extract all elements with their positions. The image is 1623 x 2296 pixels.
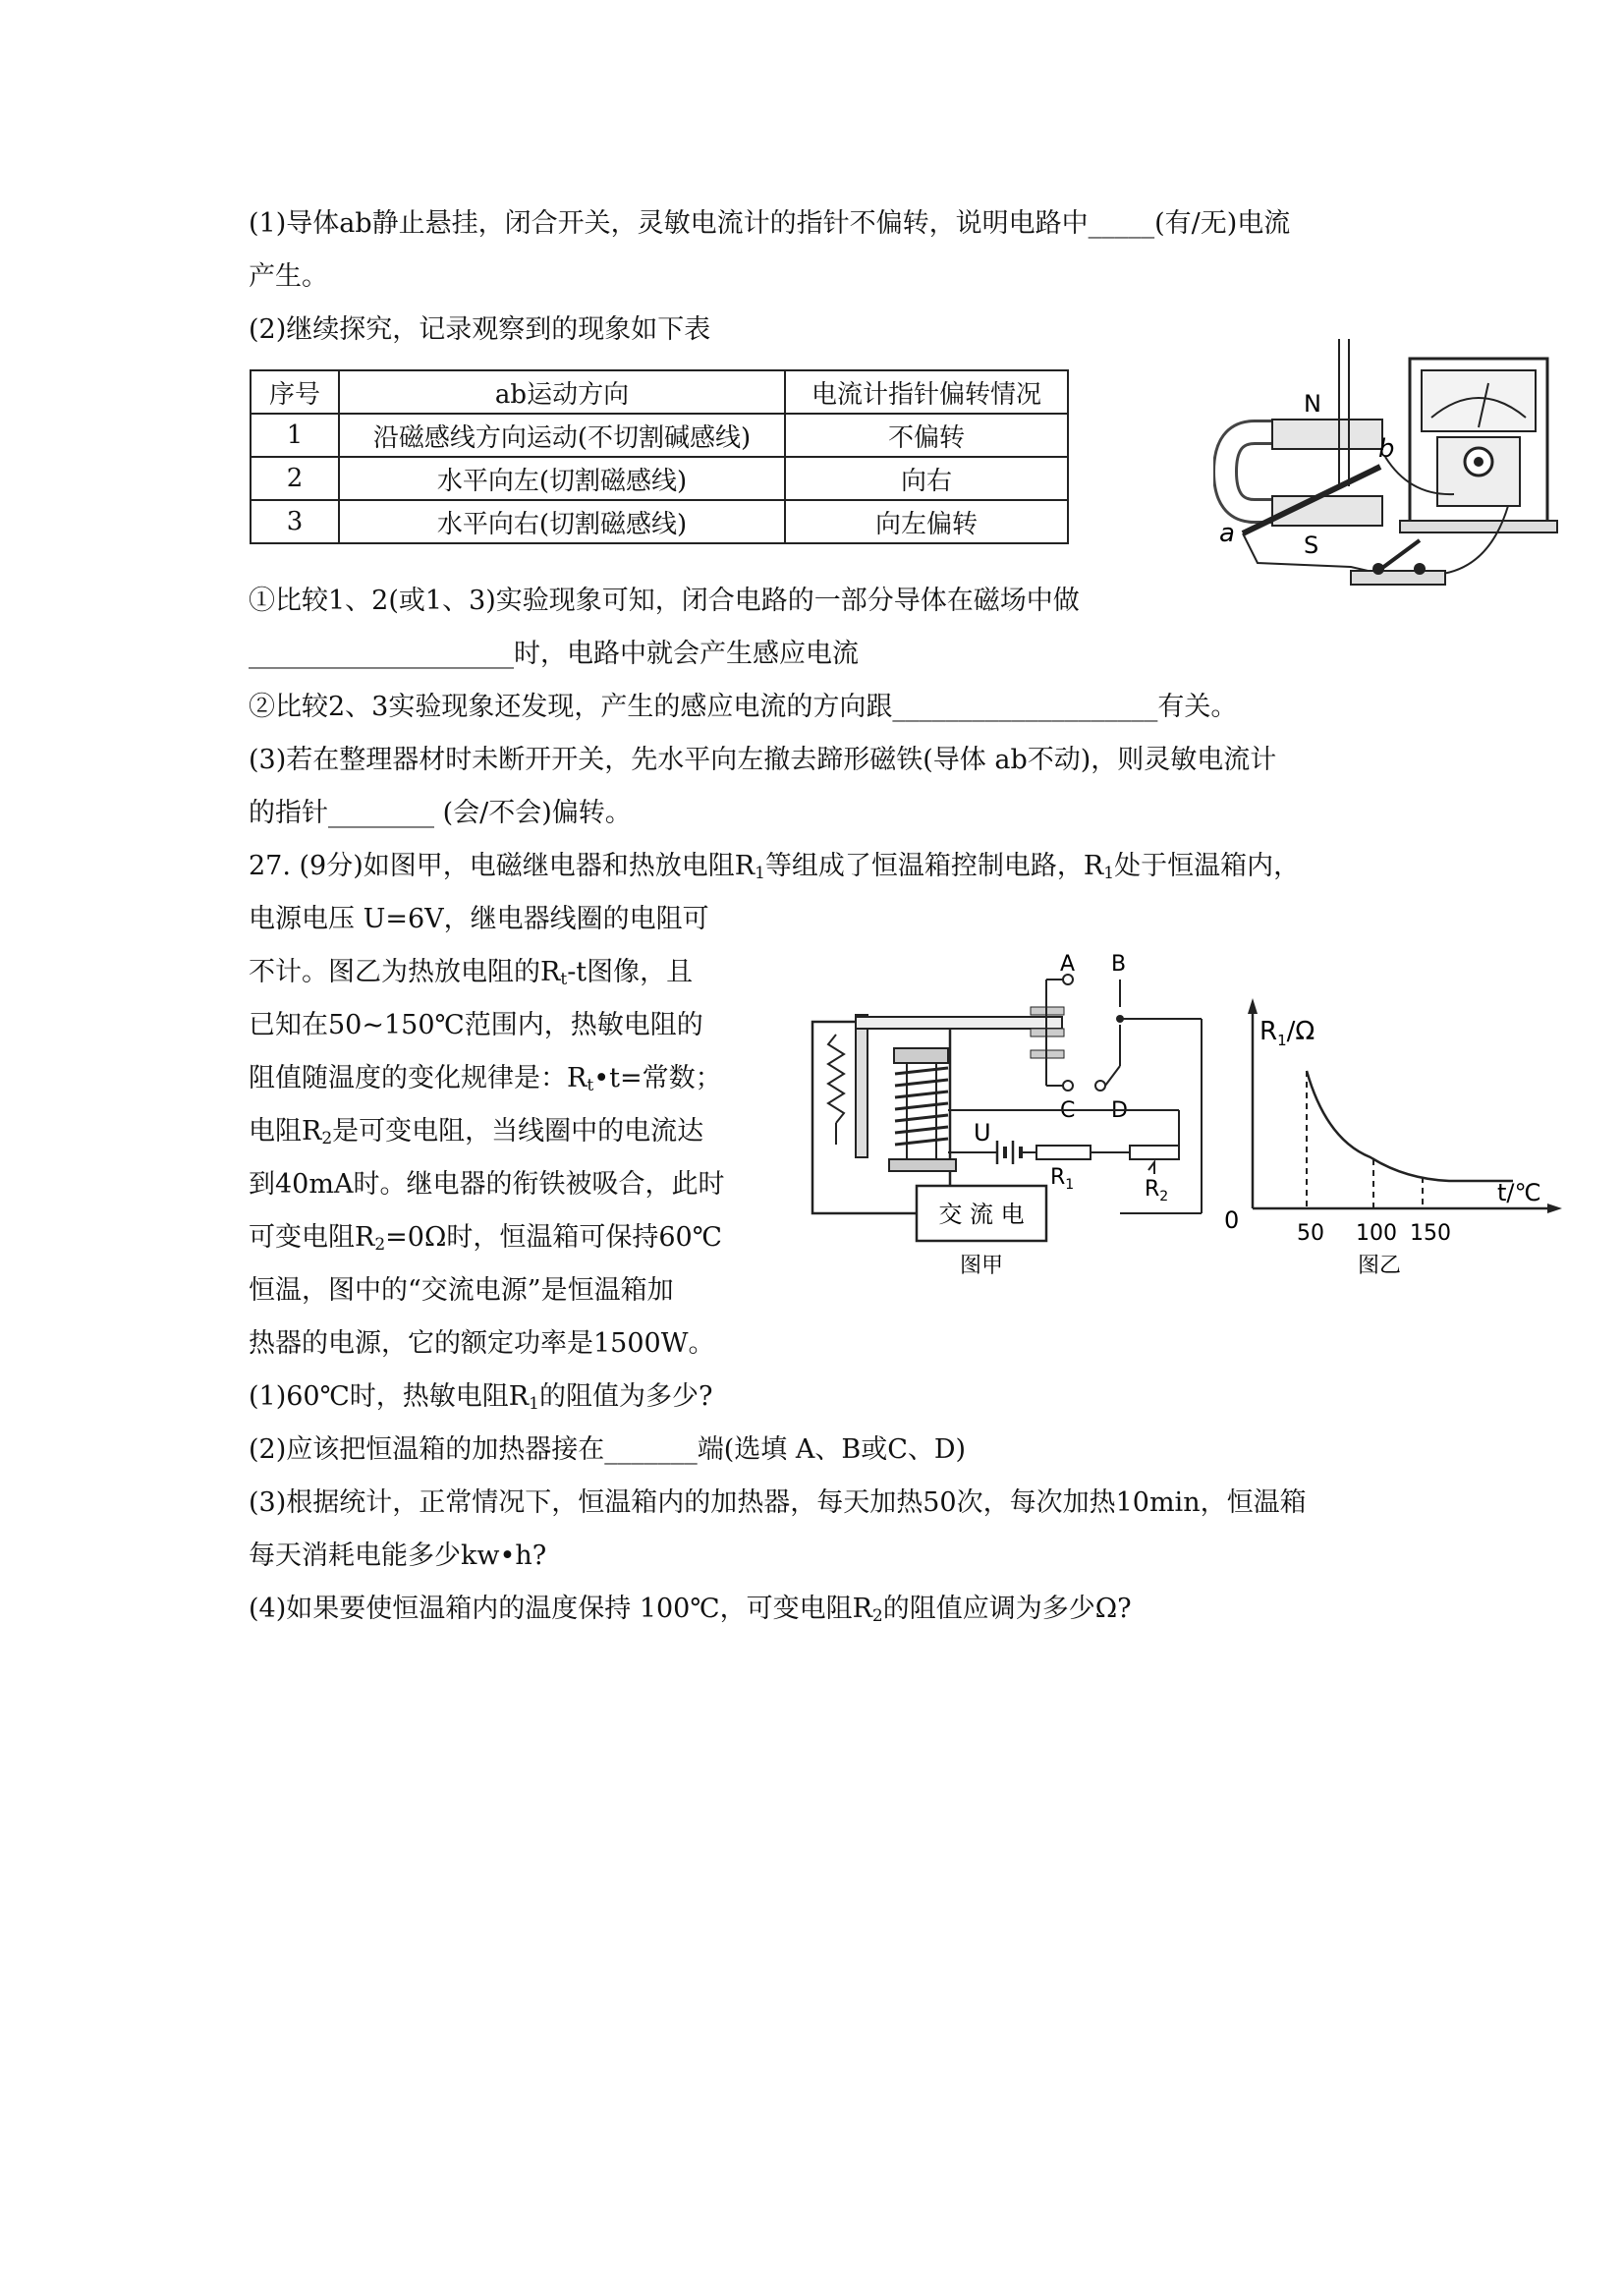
observation-table [250,369,1069,544]
contact-b-label: B [1111,952,1127,977]
r1-label: $R_1$ [1050,1165,1075,1193]
table-cell: 向右 [785,457,1068,500]
table-cell: 水平向右(切割磁感线) [339,500,785,543]
table-header-row [251,370,1068,414]
table-row [251,457,1068,500]
q26-conclusion2: ②比较2、3实验现象还发现，产生的感应电流的方向跟____________________有关。 [249,692,1238,722]
figure-yi-caption: 图乙 [1358,1254,1402,1278]
q26-part2: (2)继续探究，记录观察到的现象如下表 [249,314,711,345]
pole-n-label: N [1304,390,1321,418]
q26-part1-line2: 产生。 [249,261,328,292]
q27-sub3-line1: (3)根据统计，正常情况下，恒温箱内的加热器，每天加热50次，每次加热10min，恒温箱 [249,1487,1307,1518]
q27-line6: 电阻$R_2$是可变电阻，当线圈中的电流达 [249,1116,704,1148]
q26-part3-line2: 的指针________ (会/不会)偏转。 [249,798,632,828]
q27-sub3-line2: 每天消耗电能多少kw•h? [249,1540,547,1571]
induction-apparatus-figure [1213,339,1577,604]
q27-sub1: (1)60℃时，热敏电阻$R_1$的阻值为多少? [249,1381,713,1414]
origin-label: 0 [1224,1206,1240,1234]
q27-line2: 电源电压 U=6V，继电器线圈的电阻可 [249,904,709,934]
contact-a-label: A [1060,952,1076,977]
q27-line8: 可变电阻$R_2=0\Omega$时，恒温箱可保持60℃ [249,1222,722,1255]
table-header-cell: ab运动方向 [339,370,785,414]
ac-source-label: 交 流 电 [938,1201,1025,1228]
table-cell: 3 [251,500,339,543]
resistance-temperature-graph [1208,992,1562,1287]
q27-sub2: (2)应该把恒温箱的加热器接在_______端(选填 A、B或C、D) [249,1434,967,1465]
q26-part1-line1: (1)导体ab静止悬挂，闭合开关，灵敏电流计的指针不偏转，说明电路中_____(有/无)电流 [249,208,1291,239]
q26-conclusion1-line1: ①比较1、2(或1、3)实验现象可知，闭合电路的一部分导体在磁场中做 [249,586,1080,616]
table-cell: 水平向左(切割磁感线) [339,457,785,500]
table-cell: 向左偏转 [785,500,1068,543]
q27-line4: 已知在50~150℃范围内，热敏电阻的 [249,1010,703,1040]
r2-label: $R_2$ [1145,1177,1169,1204]
table-header-cell: 序号 [251,370,339,414]
tick-label: 100 [1356,1221,1397,1246]
q27-line1: 27. (9分)如图甲，电磁继电器和热放电阻$R_1$等组成了恒温箱控制电路，$R_1$处于恒温箱内， [249,851,1301,883]
figure-jia-caption: 图甲 [959,1254,1004,1278]
y-axis-label: $R_1/\Omega$ [1259,1017,1315,1049]
table-cell: 1 [251,414,339,457]
q27-line7: 到40mA时。继电器的衔铁被吸合，此时 [249,1169,725,1200]
table-cell: 不偏转 [785,414,1068,457]
r1-curve [1307,1071,1513,1181]
relay-circuit-figure [801,938,1223,1292]
point-a-label: a [1219,519,1235,548]
q27-line10: 热器的电源，它的额定功率是1500W。 [249,1328,715,1359]
q27-sub4: (4)如果要使恒温箱内的温度保持 100℃，可变电阻$R_2$的阻值应调为多少Ω? [249,1594,1132,1626]
q27-line9: 恒温，图中的“交流电源”是恒温箱加 [249,1275,674,1306]
contact-c-label: C [1060,1098,1076,1123]
tick-label: 150 [1410,1221,1451,1246]
point-b-label: b [1378,434,1395,464]
voltage-u-label: U [974,1119,991,1147]
table-row [251,500,1068,543]
q27-line3: 不计。图乙为热放电阻的$R_t-t$图像，且 [249,957,694,989]
tick-label: 50 [1297,1221,1324,1246]
q26-part3-line1: (3)若在整理器材时未断开开关，先水平向左撤去蹄形磁铁(导体 ab不动)，则灵敏电流计 [249,745,1277,775]
contact-d-label: D [1111,1098,1128,1123]
table-cell: 2 [251,457,339,500]
pole-s-label: S [1304,532,1319,559]
table-header-cell: 电流计指针偏转情况 [785,370,1068,414]
q26-conclusion1-line2: ____________________时，电路中就会产生感应电流 [249,639,859,669]
x-axis-label: t/℃ [1497,1179,1541,1206]
table-cell: 沿磁感线方向运动(不切割碱感线) [339,414,785,457]
q27-line5: 阻值随温度的变化规律是：$R_t•t=$常数； [249,1063,722,1095]
table-row [251,414,1068,457]
